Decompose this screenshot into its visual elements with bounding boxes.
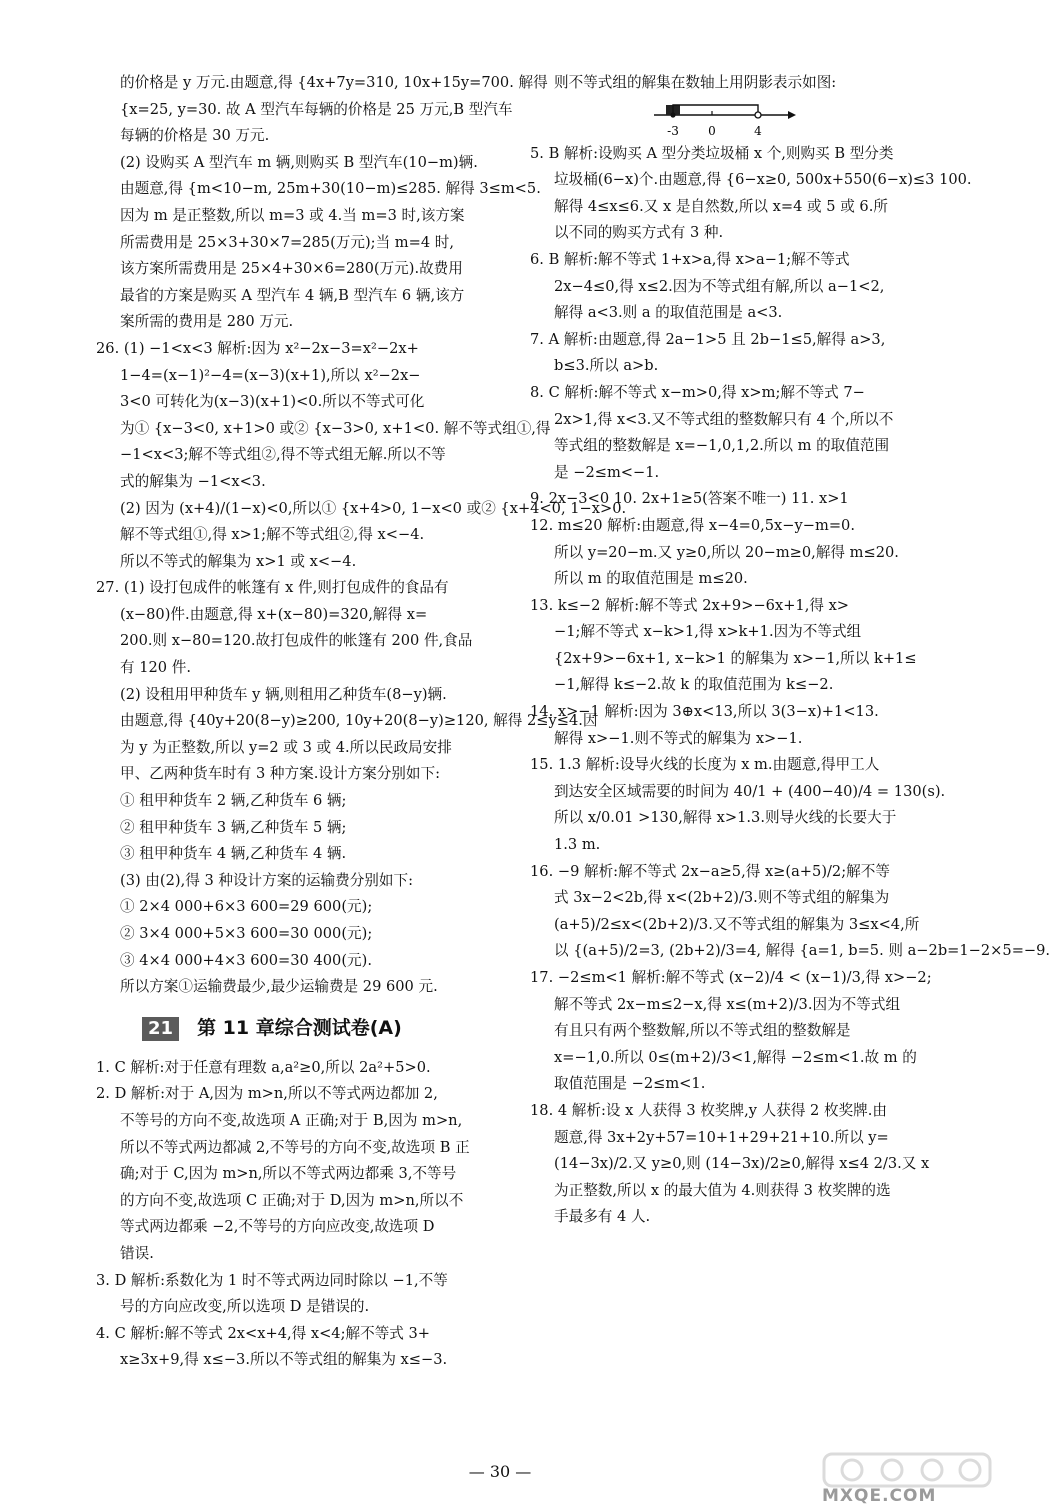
text-line: ② 租甲种货车 3 辆,乙种货车 5 辆; bbox=[120, 818, 347, 836]
text-line: 2x>1,得 x<3.又不等式组的整数解只有 4 个,所以不 bbox=[554, 410, 894, 428]
watermark-text: MXQE.COM bbox=[822, 1486, 937, 1506]
text-line: 为 y 为正整数,所以 y=2 或 3 或 4.所以民政局安排 bbox=[120, 738, 452, 756]
text-line: 18. 4 解析:设 x 人获得 3 枚奖牌,y 人获得 2 枚奖牌.由 bbox=[530, 1101, 887, 1119]
text-line: 以不同的购买方式有 3 种. bbox=[554, 224, 724, 242]
text-line: 为① {x−3<0, x+1>0 或② {x−3>0, x+1<0. 解不等式组①,得 bbox=[120, 419, 551, 437]
section-number-badge: 21 bbox=[142, 1017, 179, 1041]
text-line: 因为 m 是正整数,所以 m=3 或 4.当 m=3 时,该方案 bbox=[120, 206, 465, 224]
text-line: ③ 4×4 000+4×3 600=30 400(元). bbox=[120, 951, 372, 969]
text-line: 2x−4≤0,得 x≤2.因为不等式组有解,所以 a−1<2, bbox=[554, 277, 885, 295]
right-column bbox=[530, 70, 1050, 1231]
text-line: 的价格是 y 万元.由题意,得 {4x+7y=310, 10x+15y=700. 解得 bbox=[120, 74, 548, 91]
text-line: 解不等式 2x−m≤2−x,得 x≤(m+2)/3.因为不等式组 bbox=[554, 995, 901, 1013]
text-line: 号的方向应改变,所以选项 D 是错误的. bbox=[120, 1298, 370, 1316]
text-line: 最省的方案是购买 A 型汽车 4 辆,B 型汽车 6 辆,该方 bbox=[120, 286, 465, 304]
text-line: 的方向不变,故选项 C 正确;对于 D,因为 m>n,所以不 bbox=[120, 1191, 464, 1209]
text-line: 解得 x>−1.则不等式的解集为 x>−1. bbox=[554, 729, 803, 747]
text-line: (x−80)件.由题意,得 x+(x−80)=320,解得 x= bbox=[120, 605, 428, 623]
text-line: ① 租甲种货车 2 辆,乙种货车 6 辆; bbox=[120, 792, 347, 810]
text-line: 7. A 解析:由题意,得 2a−1>5 且 2b−1≤5,解得 a>3, bbox=[530, 330, 886, 348]
text-line: 14. x>−1 解析:因为 3⊕x<13,所以 3(3−x)+1<13. bbox=[530, 703, 879, 721]
text-line: 取值范围是 −2≤m<1. bbox=[554, 1075, 706, 1093]
text-line: 为正整数,所以 x 的最大值为 4.则获得 3 枚奖牌的选 bbox=[554, 1181, 891, 1199]
text-line: x=−1,0.所以 0≤(m+2)/3<1,解得 −2≤m<1.故 m 的 bbox=[554, 1048, 917, 1066]
text-line: 解得 a<3.则 a 的取值范围是 a<3. bbox=[554, 304, 783, 322]
text-line: 该方案所需费用是 25×4+30×6=280(万元).故费用 bbox=[120, 260, 463, 278]
text-line: ① 2×4 000+6×3 600=29 600(元); bbox=[120, 898, 373, 916]
text-line: 1.3 m. bbox=[554, 836, 601, 854]
section-title: 第 11 章综合测试卷(A) bbox=[197, 1016, 402, 1039]
text-line: 手最多有 4 人. bbox=[554, 1208, 651, 1226]
text-line: 所以 m 的取值范围是 m≤20. bbox=[554, 570, 748, 588]
text-line: 16. −9 解析:解不等式 2x−a≥5,得 x≥(a+5)/2;解不等 bbox=[530, 862, 890, 880]
text-line: −1<x<3;解不等式组②,得不等式组无解.所以不等 bbox=[120, 446, 446, 464]
text-line: 13. k≤−2 解析:解不等式 2x+9>−6x+1,得 x> bbox=[530, 596, 850, 614]
tick-label: -3 bbox=[667, 123, 679, 138]
text-line: 6. B 解析:解不等式 1+x>a,得 x>a−1;解不等式 bbox=[530, 250, 850, 268]
text-line: 等式组的整数解是 x=−1,0,1,2.所以 m 的取值范围 bbox=[554, 437, 890, 455]
text-line: {2x+9>−6x+1, x−k>1 的解集为 x>−1,所以 k+1≤ bbox=[554, 649, 917, 667]
text-line: 由题意,得 {40y+20(8−y)≥200, 10y+20(8−y)≥120, 解得 2≤y≤4.因 bbox=[120, 712, 598, 730]
text-line: 到达安全区域需要的时间为 40/1 + (400−40)/4 = 130(s). bbox=[554, 782, 946, 800]
text-line: 3. D 解析:系数化为 1 时不等式两边同时除以 −1,不等 bbox=[96, 1271, 448, 1289]
text-line: 5. B 解析:设购买 A 型分类垃圾桶 x 个,则购买 B 型分类 bbox=[530, 144, 894, 162]
text-line: 所以 x/0.01 >130,解得 x>1.3.则导火线的长要大于 bbox=[554, 809, 897, 827]
text-line: 不等号的方向不变,故选项 A 正确;对于 B,因为 m>n, bbox=[120, 1111, 463, 1129]
text-line: 所以不等式的解集为 x>1 或 x<−4. bbox=[120, 552, 357, 570]
section-heading bbox=[96, 1001, 496, 1055]
text-line: 9. 2x−3<0 10. 2x+1≥5(答案不唯一) 11. x>1 bbox=[530, 490, 849, 508]
text-line: 1−4=(x−1)²−4=(x−3)(x+1),所以 x²−2x− bbox=[120, 366, 421, 384]
text-line: 等式两边都乘 −2,不等号的方向应改变,故选项 D bbox=[120, 1218, 435, 1236]
text-line: 200.则 x−80=120.故打包成件的帐篷有 200 件,食品 bbox=[120, 632, 473, 650]
text-line: 错误. bbox=[120, 1244, 154, 1262]
text-line: 确;对于 C,因为 m>n,所以不等式两边都乘 3,不等号 bbox=[120, 1165, 457, 1183]
page-number: — 30 — bbox=[468, 1462, 532, 1481]
text-line: 17. −2≤m<1 解析:解不等式 (x−2)/4 < (x−1)/3,得 x>−2; bbox=[530, 969, 932, 986]
text-line: 则不等式组的解集在数轴上用阴影表示如图: bbox=[554, 74, 837, 91]
text-line: 2. D 解析:对于 A,因为 m>n,所以不等式两边都加 2, bbox=[96, 1085, 438, 1103]
text-line: 26. (1) −1<x<3 解析:因为 x²−2x−3=x²−2x+ bbox=[96, 339, 419, 357]
text-line: (3) 由(2),得 3 种设计方案的运输费分别如下: bbox=[120, 871, 414, 889]
text-line: 27. (1) 设打包成件的帐篷有 x 件,则打包成件的食品有 bbox=[96, 579, 449, 597]
text-line: 题意,得 3x+2y+57=10+1+29+21+10.所以 y= bbox=[554, 1128, 889, 1146]
text-line: −1;解不等式 x−k>1,得 x>k+1.因为不等式组 bbox=[554, 623, 862, 641]
text-line: b≤3.所以 a>b. bbox=[554, 357, 659, 375]
text-line: (a+5)/2≤x<(2b+2)/3.又不等式组的解集为 3≤x<4,所 bbox=[554, 915, 920, 933]
text-line: (2) 设购买 A 型汽车 m 辆,则购买 B 型汽车(10−m)辆. bbox=[120, 153, 478, 171]
text-line: (14−3x)/2.又 y≥0,则 (14−3x)/2≥0,解得 x≤4 2/3.又 x bbox=[554, 1155, 930, 1173]
text-line: 垃圾桶(6−x)个.由题意,得 {6−x≥0, 500x+550(6−x)≤3 100. bbox=[554, 171, 972, 189]
text-line: ③ 租甲种货车 4 辆,乙种货车 4 辆. bbox=[120, 845, 347, 863]
text-line: 解得 4≤x≤6.又 x 是自然数,所以 x=4 或 5 或 6.所 bbox=[554, 197, 888, 215]
text-line: ② 3×4 000+5×3 600=30 000(元); bbox=[120, 925, 373, 942]
text-line: (2) 设租用甲种货车 y 辆,则租用乙种货车(8−y)辆. bbox=[120, 685, 447, 703]
text-line: (2) 因为 (x+4)/(1−x)<0,所以① {x+4>0, 1−x<0 或② {x+4<0, 1−x>0. bbox=[120, 499, 627, 517]
text-line: −1,解得 k≤−2.故 k 的取值范围为 k≤−2. bbox=[554, 676, 834, 694]
text-line: 有且只有两个整数解,所以不等式组的整数解是 bbox=[554, 1022, 851, 1040]
text-line: 所以 y=20−m.又 y≥0,所以 20−m≥0,解得 m≤20. bbox=[554, 543, 899, 561]
text-line: 15. 1.3 解析:设导火线的长度为 x m.由题意,得甲工人 bbox=[530, 756, 880, 774]
text-line: 8. C 解析:解不等式 x−m>0,得 x>m;解不等式 7− bbox=[530, 383, 865, 401]
text-line: 每辆的价格是 30 万元. bbox=[120, 127, 270, 145]
text-line: 由题意,得 {m<10−m, 25m+30(10−m)≤285. 解得 3≤m<5. bbox=[120, 180, 541, 198]
text-line: 是 −2≤m<−1. bbox=[554, 463, 660, 481]
tick-label: 4 bbox=[754, 123, 762, 138]
text-line: 所以不等式两边都减 2,不等号的方向不变,故选项 B 正 bbox=[120, 1138, 470, 1156]
text-line: 所以方案①运输费最少,最少运输费是 29 600 元. bbox=[120, 978, 438, 996]
text-line: 甲、乙两种货车时有 3 种方案.设计方案分别如下: bbox=[120, 765, 440, 783]
text-line: 1. C 解析:对于任意有理数 a,a²≥0,所以 2a²+5>0. bbox=[96, 1058, 431, 1076]
text-line: 式的解集为 −1<x<3. bbox=[120, 472, 266, 490]
text-line: 4. C 解析:解不等式 2x<x+4,得 x<4;解不等式 3+ bbox=[96, 1324, 431, 1342]
text-line: 所需费用是 25×3+30×7=285(万元);当 m=4 时, bbox=[120, 233, 455, 251]
text-line: 3<0 可转化为(x−3)(x+1)<0.所以不等式可化 bbox=[120, 393, 425, 411]
text-line: 案所需的费用是 280 万元. bbox=[120, 313, 294, 331]
text-line: 以 {(a+5)/2=3, (2b+2)/3=4, 解得 {a=1, b=5. 则 a−2b=1−2×5=−9. bbox=[554, 942, 1050, 960]
text-line: 解不等式组①,得 x>1;解不等式组②,得 x<−4. bbox=[120, 526, 425, 544]
text-line: x≥3x+9,得 x≤−3.所以不等式组的解集为 x≤−3. bbox=[120, 1351, 448, 1369]
tick-label: 0 bbox=[708, 123, 716, 138]
text-line: {x=25, y=30. 故 A 型汽车每辆的价格是 25 万元,B 型汽车 bbox=[120, 100, 513, 118]
text-line: 有 120 件. bbox=[120, 659, 191, 677]
text-line: 12. m≤20 解析:由题意,得 x−4=0,5x−y−m=0. bbox=[530, 516, 855, 534]
text-line: 式 3x−2<2b,得 x<(2b+2)/3.则不等式组的解集为 bbox=[554, 889, 890, 907]
number-line-figure bbox=[650, 99, 800, 139]
